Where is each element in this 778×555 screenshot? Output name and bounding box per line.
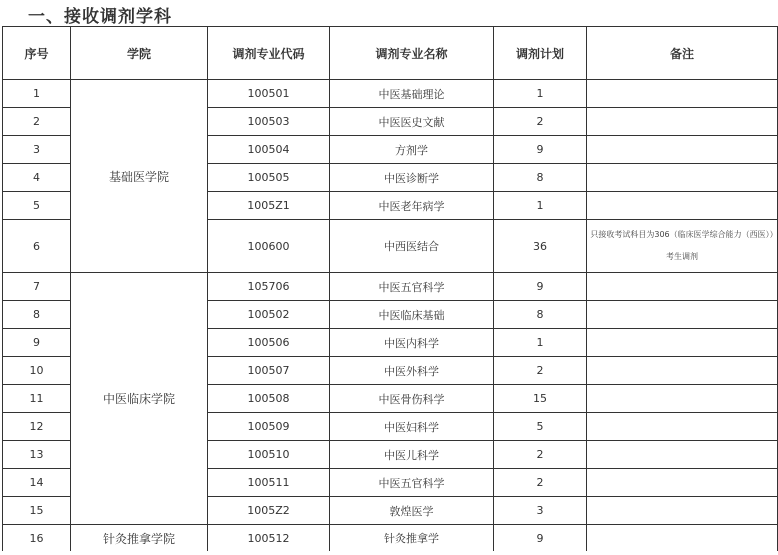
cell-college-acupuncture: 针灸推拿学院 xyxy=(71,525,208,552)
cell-name: 中医临床基础 xyxy=(330,301,494,329)
cell-name: 中医医史文献 xyxy=(330,108,494,136)
cell-code: 100502 xyxy=(208,301,330,329)
cell-no: 10 xyxy=(3,357,71,385)
cell-note: 只接收考试科目为306（临床医学综合能力（西医））考生调剂 xyxy=(587,220,778,273)
cell-college-basic: 基础医学院 xyxy=(71,80,208,273)
cell-plan: 9 xyxy=(494,273,587,301)
cell-code: 100503 xyxy=(208,108,330,136)
cell-name: 中西医结合 xyxy=(330,220,494,273)
cell-code: 100505 xyxy=(208,164,330,192)
cell-note xyxy=(587,136,778,164)
cell-college-clinical: 中医临床学院 xyxy=(71,273,208,525)
cell-name: 敦煌医学 xyxy=(330,497,494,525)
cell-no: 7 xyxy=(3,273,71,301)
cell-plan: 2 xyxy=(494,357,587,385)
cell-no: 13 xyxy=(3,441,71,469)
cell-name: 中医基础理论 xyxy=(330,80,494,108)
cell-no: 6 xyxy=(3,220,71,273)
cell-name: 方剂学 xyxy=(330,136,494,164)
adjustment-table xyxy=(2,26,778,551)
header-code: 调剂专业代码 xyxy=(208,27,330,80)
cell-code: 100511 xyxy=(208,469,330,497)
cell-no: 4 xyxy=(3,164,71,192)
cell-no: 12 xyxy=(3,413,71,441)
cell-no: 16 xyxy=(3,525,71,552)
cell-no: 2 xyxy=(3,108,71,136)
cell-name: 中医诊断学 xyxy=(330,164,494,192)
cell-code: 100600 xyxy=(208,220,330,273)
cell-name: 中医妇科学 xyxy=(330,413,494,441)
header-no: 序号 xyxy=(3,27,71,80)
cell-note xyxy=(587,80,778,108)
section-heading: 一、接收调剂学科 xyxy=(28,7,172,27)
cell-code: 100501 xyxy=(208,80,330,108)
cell-code: 105706 xyxy=(208,273,330,301)
cell-name: 中医五官科学 xyxy=(330,469,494,497)
cell-plan: 2 xyxy=(494,441,587,469)
cell-plan: 9 xyxy=(494,136,587,164)
cell-no: 1 xyxy=(3,80,71,108)
cell-code: 100509 xyxy=(208,413,330,441)
cell-name: 针灸推拿学 xyxy=(330,525,494,552)
header-note: 备注 xyxy=(587,27,778,80)
cell-plan: 1 xyxy=(494,192,587,220)
cell-code: 100510 xyxy=(208,441,330,469)
cell-note xyxy=(587,525,778,552)
cell-no: 8 xyxy=(3,301,71,329)
cell-note xyxy=(587,164,778,192)
table-row xyxy=(3,273,778,301)
cell-plan: 9 xyxy=(494,525,587,552)
cell-no: 9 xyxy=(3,329,71,357)
table-row xyxy=(3,525,778,552)
cell-code: 100512 xyxy=(208,525,330,552)
cell-name: 中医内科学 xyxy=(330,329,494,357)
cell-name: 中医骨伤科学 xyxy=(330,385,494,413)
cell-plan: 2 xyxy=(494,108,587,136)
cell-code: 100507 xyxy=(208,357,330,385)
cell-note xyxy=(587,385,778,413)
cell-code: 100504 xyxy=(208,136,330,164)
cell-note xyxy=(587,441,778,469)
cell-code: 100508 xyxy=(208,385,330,413)
cell-plan: 3 xyxy=(494,497,587,525)
cell-plan: 2 xyxy=(494,469,587,497)
table-header-row xyxy=(3,27,778,80)
cell-note xyxy=(587,497,778,525)
cell-name: 中医五官科学 xyxy=(330,273,494,301)
cell-no: 15 xyxy=(3,497,71,525)
cell-plan: 15 xyxy=(494,385,587,413)
cell-no: 11 xyxy=(3,385,71,413)
cell-note xyxy=(587,192,778,220)
cell-note xyxy=(587,273,778,301)
cell-code: 1005Z1 xyxy=(208,192,330,220)
cell-code: 1005Z2 xyxy=(208,497,330,525)
cell-no: 5 xyxy=(3,192,71,220)
cell-note xyxy=(587,469,778,497)
cell-name: 中医老年病学 xyxy=(330,192,494,220)
cell-no: 3 xyxy=(3,136,71,164)
cell-plan: 36 xyxy=(494,220,587,273)
cell-plan: 8 xyxy=(494,164,587,192)
cell-note xyxy=(587,301,778,329)
cell-note xyxy=(587,357,778,385)
cell-note xyxy=(587,413,778,441)
cell-name: 中医儿科学 xyxy=(330,441,494,469)
cell-note xyxy=(587,108,778,136)
cell-plan: 1 xyxy=(494,329,587,357)
header-name: 调剂专业名称 xyxy=(330,27,494,80)
header-plan: 调剂计划 xyxy=(494,27,587,80)
cell-plan: 5 xyxy=(494,413,587,441)
cell-name: 中医外科学 xyxy=(330,357,494,385)
cell-plan: 1 xyxy=(494,80,587,108)
header-college: 学院 xyxy=(71,27,208,80)
cell-code: 100506 xyxy=(208,329,330,357)
cell-no: 14 xyxy=(3,469,71,497)
cell-plan: 8 xyxy=(494,301,587,329)
table-row xyxy=(3,80,778,108)
cell-note xyxy=(587,329,778,357)
